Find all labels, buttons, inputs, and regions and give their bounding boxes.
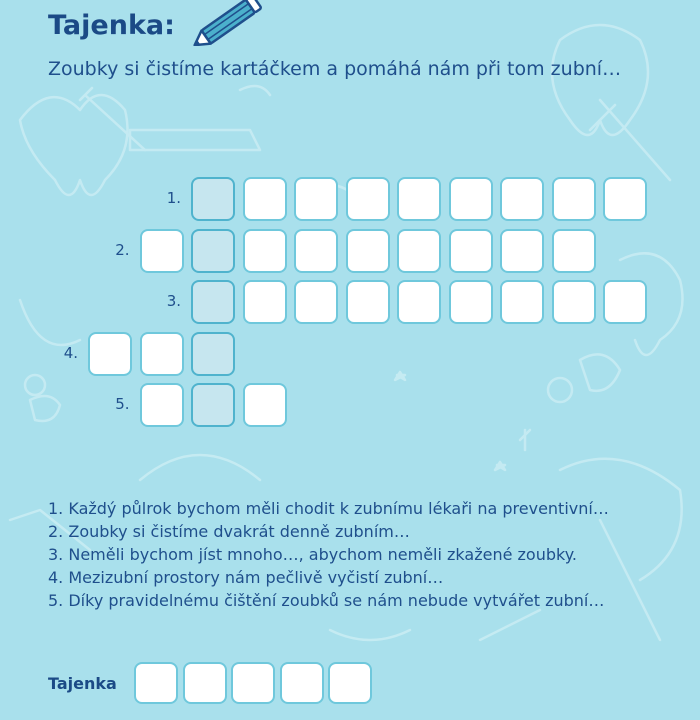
crossword-cell[interactable] (500, 177, 544, 221)
answer-cell[interactable] (280, 662, 324, 704)
crossword-cell[interactable] (243, 229, 287, 273)
answer-cell[interactable] (134, 662, 178, 704)
crossword-cell[interactable] (140, 383, 184, 427)
solution-cell[interactable] (191, 383, 235, 427)
page-title: Tajenka: (48, 10, 175, 41)
crossword-cell[interactable] (397, 280, 441, 324)
clue-4: 4. Mezizubní prostory nám pečlivě vyčistí zubní… (48, 568, 444, 587)
answer-cell[interactable] (183, 662, 227, 704)
crossword-cell[interactable] (140, 332, 184, 376)
crossword-cell[interactable] (552, 280, 596, 324)
row-number-5: 5. (115, 395, 130, 413)
crossword-cell[interactable] (243, 280, 287, 324)
crossword-cell[interactable] (603, 177, 647, 221)
crossword-cell[interactable] (500, 229, 544, 273)
clue-2: 2. Zoubky si čistíme dvakrát denně zubním… (48, 522, 410, 541)
solution-cell[interactable] (191, 332, 235, 376)
clue-3: 3. Neměli bychom jíst mnoho…, abychom neměli zkažené zoubky. (48, 545, 577, 564)
answer-label: Tajenka (48, 674, 117, 693)
subtitle: Zoubky si čistíme kartáčkem a pomáhá nám při tom zubní… (48, 58, 622, 80)
row-number-3: 3. (166, 292, 181, 310)
crossword-cell[interactable] (603, 280, 647, 324)
clue-1: 1. Každý půlrok bychom měli chodit k zubnímu lékaři na preventivní… (48, 499, 609, 518)
crossword-cell[interactable] (294, 229, 338, 273)
crossword-cell[interactable] (449, 280, 493, 324)
solution-cell[interactable] (191, 229, 235, 273)
crossword-cell[interactable] (500, 280, 544, 324)
crossword-cell[interactable] (449, 177, 493, 221)
clue-list (48, 497, 609, 612)
crossword-cell[interactable] (552, 177, 596, 221)
solution-cell[interactable] (191, 177, 235, 221)
row-number-2: 2. (115, 240, 130, 259)
crossword-cell[interactable] (346, 229, 390, 273)
crossword-cell[interactable] (88, 332, 132, 376)
crossword-cell[interactable] (140, 229, 184, 273)
row-number-4: 4. (63, 343, 78, 362)
crossword-cell[interactable] (294, 177, 338, 221)
answer-cell[interactable] (328, 662, 372, 704)
answer-cell[interactable] (231, 662, 275, 704)
crossword-cell[interactable] (346, 280, 390, 324)
crossword-cell[interactable] (243, 177, 287, 221)
crossword-cell[interactable] (346, 177, 390, 221)
crossword-cell[interactable] (397, 229, 441, 273)
crossword-cell[interactable] (397, 177, 441, 221)
solution-cell[interactable] (191, 280, 235, 324)
clue-5: 5. Díky pravidelnému čištění zoubků se nám nebude vytvářet zubní… (48, 591, 605, 610)
crossword-cell[interactable] (552, 229, 596, 273)
crossword-cell[interactable] (243, 383, 287, 427)
crossword-cell[interactable] (294, 280, 338, 324)
crossword-cell[interactable] (449, 229, 493, 273)
row-number-1: 1. (166, 189, 181, 207)
